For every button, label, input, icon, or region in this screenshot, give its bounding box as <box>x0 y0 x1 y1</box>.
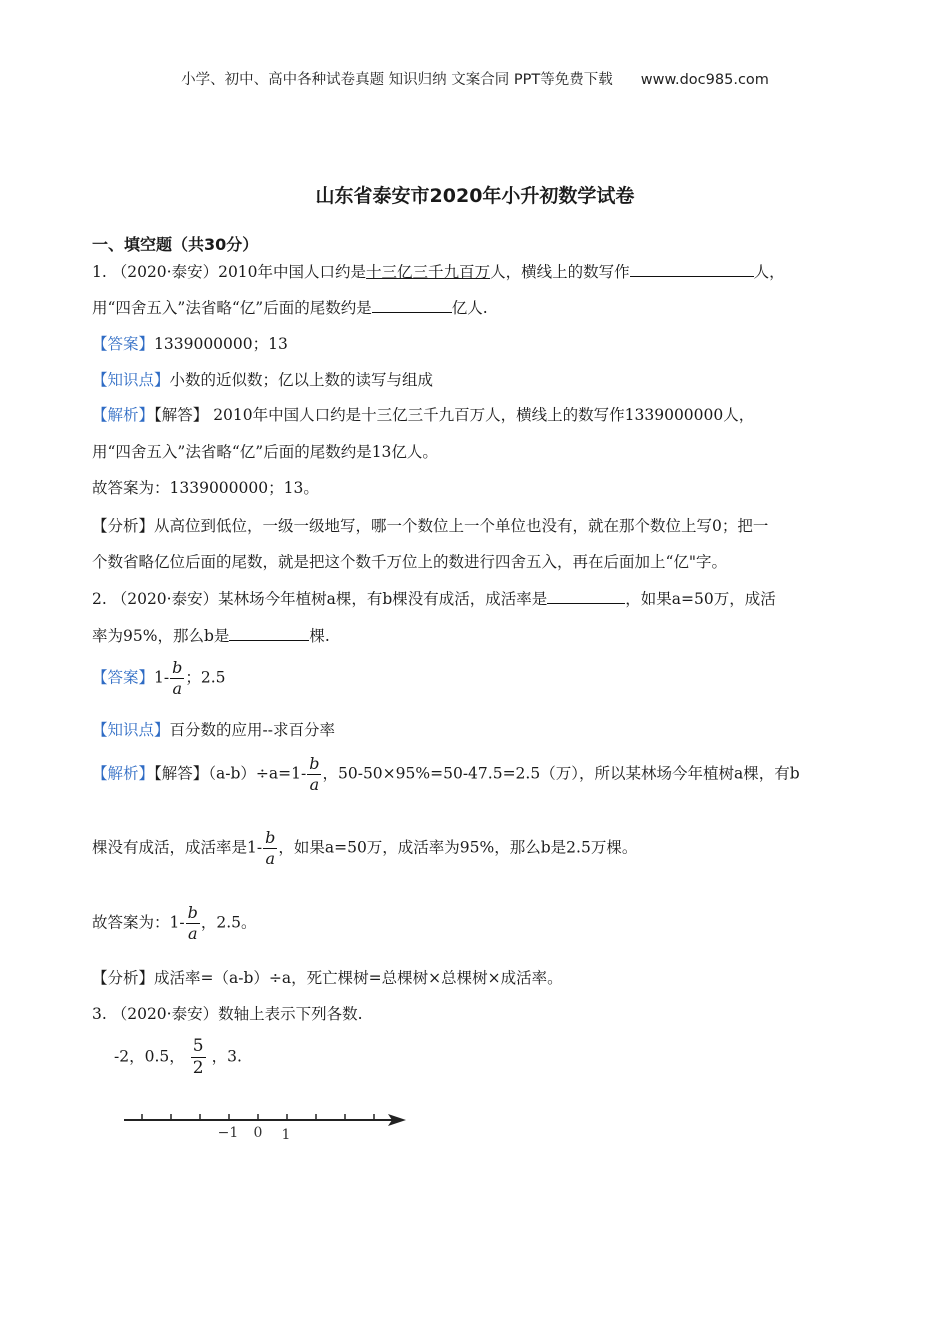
analysis-text-end: ，50-50×95%=50-47.5=2.5（万），所以某林场今年植树a棵，有b <box>322 764 800 783</box>
axis-label-neg1: −1 <box>217 1125 239 1141</box>
knowledge-text: 百分数的应用--求百分率 <box>169 721 335 739</box>
q2-fenxi: 【分析】成活率=（a-b）÷a，死亡棵树=总棵树×总棵树×成活率。 <box>92 969 563 987</box>
q1-line2 <box>92 296 488 318</box>
answer-text-end: ；2.5 <box>185 668 226 687</box>
analysis-text2: 棵没有成活，成活率是1- <box>92 838 263 857</box>
q2-text2-end: 棵. <box>309 627 330 645</box>
q2-analysis-2 <box>92 830 637 867</box>
analysis-text: 【解答】 2010年中国人口约是十三亿三千九百万人，横线上的数写作1339000000人， <box>154 406 755 424</box>
number-line <box>110 1100 420 1150</box>
q1-text-mid: 人，横线上的数写作 <box>490 263 630 281</box>
analysis-tag: 【解析】 <box>92 764 155 783</box>
q3-line1: 3. （2020·泰安）数轴上表示下列各数. <box>92 1005 363 1023</box>
q2-analysis-3 <box>92 905 257 942</box>
page-header <box>0 68 950 89</box>
answer-tag: 【答案】 <box>92 335 155 353</box>
q2-text2: 率为95%，那么b是 <box>92 627 230 645</box>
q1-analysis-1 <box>92 403 754 425</box>
answer-tag: 【答案】 <box>92 668 155 687</box>
q1-text-end: 人， <box>753 263 785 281</box>
fraction-b-over-a: $\frac{b}{a}$ <box>172 658 183 698</box>
fraction-b-over-a: $\frac{b}{a}$ <box>265 828 276 868</box>
fraction-b-over-a: $\frac{b}{a}$ <box>309 754 320 794</box>
q2-text-end: ，如果a=50万，成活 <box>625 590 776 608</box>
document-title: 山东省泰安市2020年小升初数学试卷 <box>315 185 635 207</box>
q1-blank-1 <box>630 262 754 277</box>
q2-line1 <box>92 587 776 609</box>
knowledge-text: 小数的近似数；亿以上数的读写与组成 <box>169 371 434 389</box>
analysis-text: 【解答】（a-b）÷a=1- <box>154 764 307 783</box>
analysis-text3-end: ，2.5。 <box>200 913 257 932</box>
analysis-text3: 故答案为：1- <box>92 913 185 932</box>
q2-blank-1 <box>547 589 625 604</box>
answer-text: 1339000000；13 <box>154 335 288 353</box>
analysis-tag: 【解析】 <box>92 406 155 424</box>
header-site[interactable]: www.doc985.com <box>640 72 769 88</box>
analysis-text2-end: ，如果a=50万，成活率为95%，那么b是2.5万棵。 <box>278 838 638 857</box>
q1-line1 <box>92 260 785 282</box>
q3-numbers <box>114 1038 242 1077</box>
q1-fenxi-2: 个数省略亿位后面的尾数，就是把这个数千万位上的数进行四舍五入，再在后面加上“亿"字。 <box>92 553 728 571</box>
q1-text2: 用“四舍五入”法省略“亿”后面的尾数约是 <box>92 299 372 317</box>
q1-blank-2 <box>372 298 452 313</box>
axis-label-0: 0 <box>253 1125 263 1141</box>
q1-text: 1. （2020·泰安）2010年中国人口约是 <box>92 263 367 281</box>
knowledge-tag: 【知识点】 <box>92 721 170 739</box>
q1-underlined: 十三亿三千九百万 <box>366 263 491 281</box>
q1-answer <box>92 332 288 354</box>
fraction-b-over-a: $\frac{b}{a}$ <box>187 903 198 943</box>
q1-analysis-2: 用“四舍五入”法省略“亿”后面的尾数约是13亿人。 <box>92 443 438 461</box>
fraction-5-over-2: $\frac{5}{2}$ <box>192 1036 204 1078</box>
axis-label-1: 1 <box>281 1127 291 1143</box>
q1-knowledge <box>92 368 433 390</box>
q2-line2 <box>92 624 330 646</box>
q2-answer <box>92 660 226 697</box>
header-text: 小学、初中、高中各种试卷真题 知识归纳 文案合同 PPT等免费下载 <box>181 72 613 88</box>
q2-text: 2. （2020·泰安）某林场今年植树a棵，有b棵没有成活，成活率是 <box>92 590 548 608</box>
q3-nums-end: ，3. <box>211 1047 242 1066</box>
q1-analysis-3: 故答案为：1339000000；13。 <box>92 479 319 497</box>
answer-text: 1- <box>154 668 170 687</box>
q2-analysis-1 <box>92 756 800 793</box>
q3-nums-text: -2，0.5， <box>114 1047 185 1066</box>
q2-knowledge <box>92 718 335 740</box>
q1-text2-end: 亿人. <box>451 299 488 317</box>
q2-blank-2 <box>229 626 309 641</box>
q1-fenxi-1: 【分析】从高位到低位，一级一级地写，哪一个数位上一个单位也没有，就在那个数位上写0；把一 <box>92 517 769 535</box>
section-heading: 一、填空题（共30分） <box>92 235 259 254</box>
knowledge-tag: 【知识点】 <box>92 371 170 389</box>
